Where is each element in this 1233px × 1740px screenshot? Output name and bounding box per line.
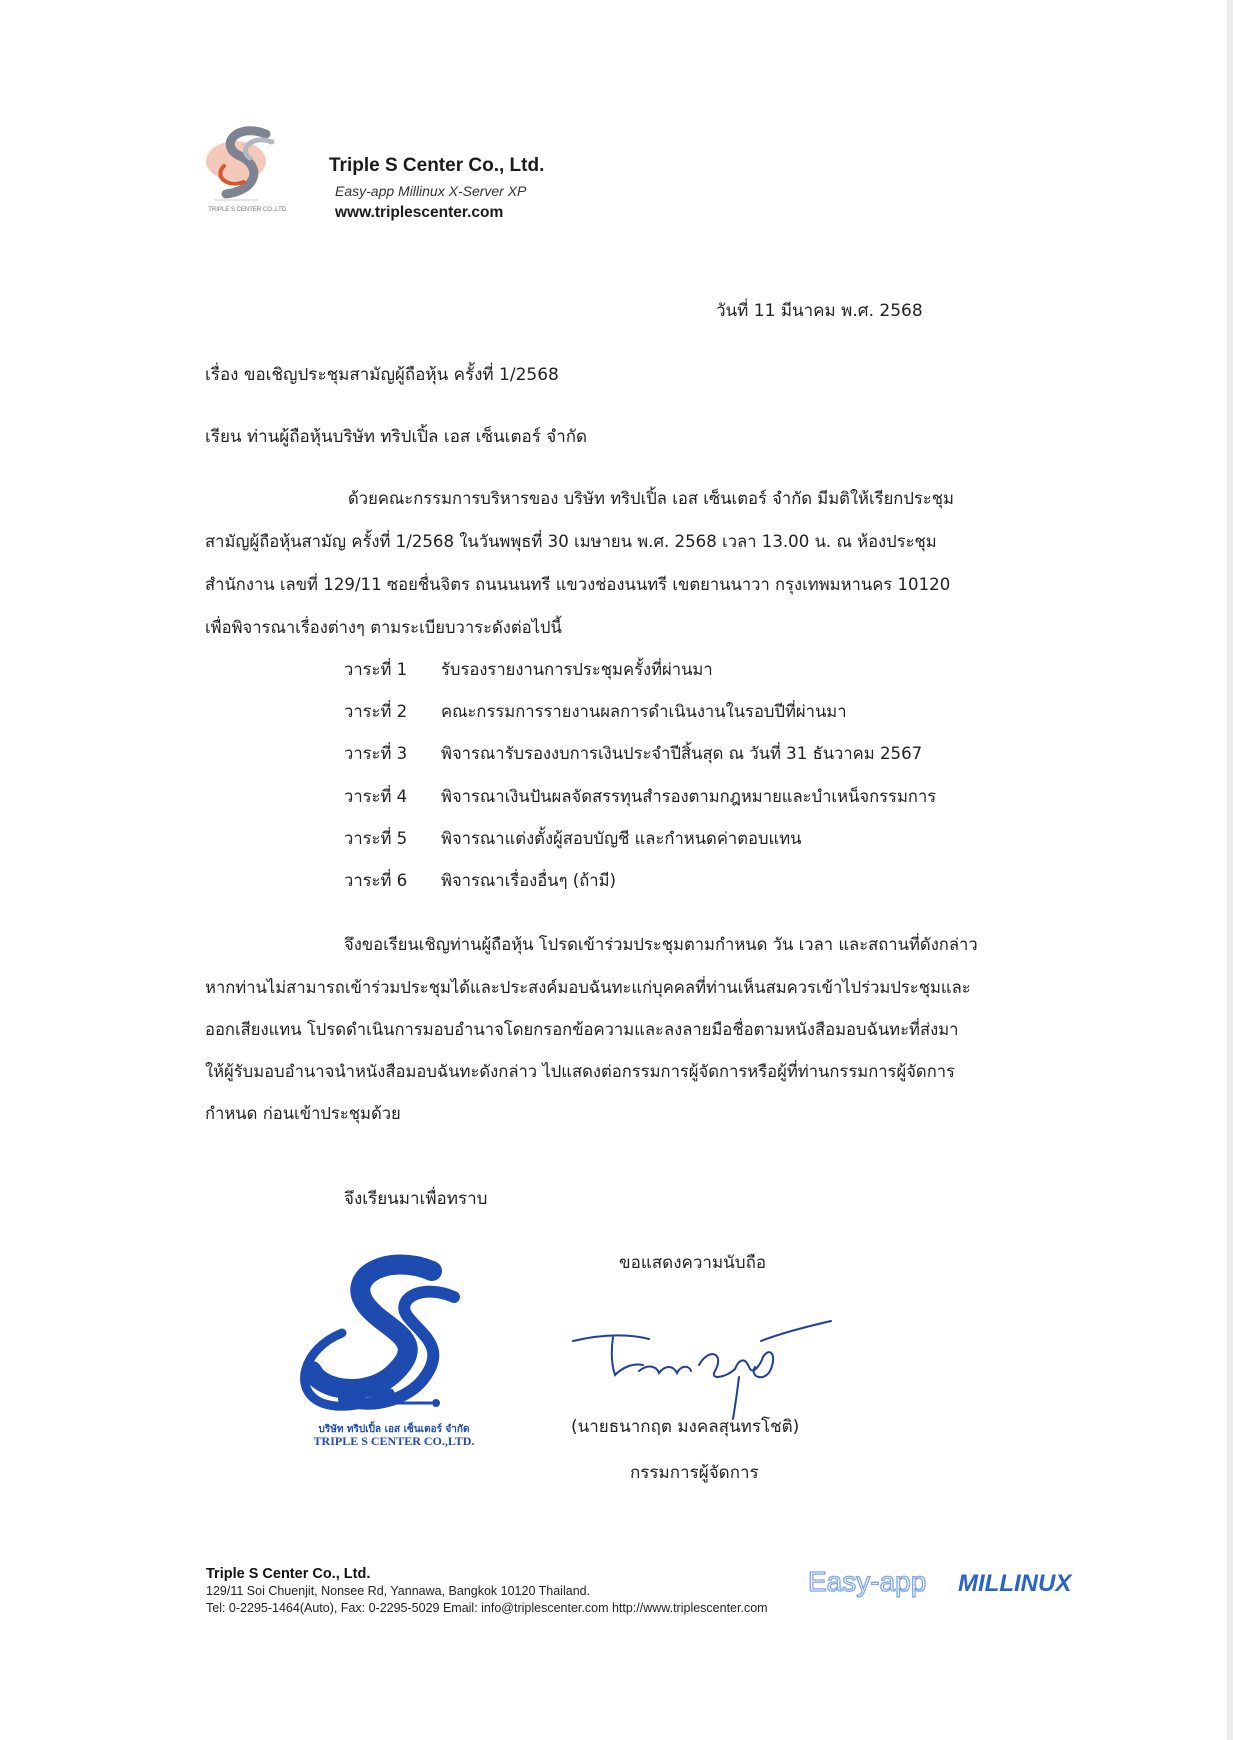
paragraph1-line: ด้วยคณะกรรมการบริหารของ บริษัท ทริปเปิ้ล เอส เซ็นเตอร์ จำกัด มีมติให้เรียกประชุม xyxy=(348,489,954,508)
footer-address: 129/11 Soi Chuenjit, Nonsee Rd, Yannawa, Bangkok 10120 Thailand. xyxy=(206,1584,591,1598)
footer-company: Triple S Center Co., Ltd. xyxy=(206,1566,371,1582)
paragraph2-line: ให้ผู้รับมอบอำนาจนำหนังสือมอบฉันทะดังกล่าว ไปแสดงต่อกรรมการผู้จัดการหรือผู้ที่ท่านกรรมการผู้จัดการ xyxy=(205,1062,955,1081)
letter-recipient: เรียน ท่านผู้ถือหุ้นบริษัท ทริปเปิ้ล เอส เซ็นเตอร์ จำกัด xyxy=(205,427,588,447)
letter-date: วันที่ 11 มีนาคม พ.ศ. 2568 xyxy=(716,301,923,321)
signer-position: กรรมการผู้จัดการ xyxy=(630,1463,759,1483)
letterhead-company: Triple S Center Co., Ltd. xyxy=(329,155,545,176)
agenda-number: วาระที่ 5 xyxy=(344,829,408,848)
signer-name: (นายธนากฤต มงคลสุนทรโชติ) xyxy=(571,1417,800,1437)
closing-inform: จึงเรียนมาเพื่อทราบ xyxy=(344,1189,488,1209)
agenda-number: วาระที่ 1 xyxy=(344,660,408,679)
brand-easyapp: Easy-app xyxy=(808,1566,927,1597)
logo-caption: TRIPLE S CENTER CO.,LTD. xyxy=(208,207,288,213)
paragraph1-line: สามัญผู้ถือหุ้นสามัญ ครั้งที่ 1/2568 ในวันพพุธที่ 30 เมษายน พ.ศ. 2568 เวลา 13.00 น. ณ ห้องประชุม xyxy=(205,532,937,551)
agenda-number: วาระที่ 6 xyxy=(344,871,408,890)
agenda-item: คณะกรรมการรายงานผลการดำเนินงานในรอบปีที่ผ่านมา xyxy=(441,702,847,721)
paragraph2-line: กำหนด ก่อนเข้าประชุมด้วย xyxy=(205,1104,401,1123)
paragraph1-line: เพื่อพิจารณาเรื่องต่างๆ ตามระเบียบวาระดังต่อไปนี้ xyxy=(205,618,562,637)
paragraph2-line: จึงขอเรียนเชิญท่านผู้ถือหุ้น โปรดเข้าร่วมประชุมตามกำหนด วัน เวลา และสถานที่ดังกล่าว xyxy=(344,935,978,954)
letterhead-website: www.triplescenter.com xyxy=(335,204,504,221)
paragraph2-line: หากท่านไม่สามารถเข้าร่วมประชุมได้และประสงค์มอบฉันทะแก่บุคคลที่ท่านเห็นสมควรเข้าไปร่วมประชุมและ xyxy=(205,978,971,997)
letter-subject: เรื่อง ขอเชิญประชุมสามัญผู้ถือหุ้น ครั้งที่ 1/2568 xyxy=(205,365,559,385)
company-logo-icon xyxy=(196,116,300,220)
agenda-item: รับรองรายงานการประชุมครั้งที่ผ่านมา xyxy=(441,660,713,679)
seal-thai-name: บริษัท ทริปเปิ้ล เอส เซ็นเตอร์ จำกัด xyxy=(318,1424,470,1435)
paragraph1-line: สำนักงาน เลขที่ 129/11 ซอยชื่นจิตร ถนนนนทรี แขวงช่องนนทรี เขตยานนาวา กรุงเทพมหานคร 10120 xyxy=(205,575,951,594)
agenda-item: พิจารณาแต่งตั้งผู้สอบบัญชี และกำหนดค่าตอบแทน xyxy=(441,829,802,848)
agenda-item: พิจารณาเรื่องอื่นๆ (ถ้ามี) xyxy=(441,871,617,890)
paragraph2-line: ออกเสียงแทน โปรดดำเนินการมอบอำนาจโดยกรอกข้อความและลงลายมือชื่อตามหนังสือมอบฉันทะที่ส่งมา xyxy=(205,1020,959,1039)
footer-contact: Tel: 0-2295-1464(Auto), Fax: 0-2295-5029 Email: info@triplescenter.com http://www.triplescenter.com xyxy=(206,1601,768,1615)
agenda-number: วาระที่ 4 xyxy=(344,787,408,806)
closing-regards: ขอแสดงความนับถือ xyxy=(619,1253,767,1273)
letterhead-tagline: Easy-app Millinux X-Server XP xyxy=(335,183,527,199)
seal-english-name: TRIPLE S CENTER CO.,LTD. xyxy=(313,1434,475,1448)
brand-millinux: MILLINUX xyxy=(958,1570,1072,1597)
agenda-item: พิจารณารับรองงบการเงินประจำปีสิ้นสุด ณ วันที่ 31 ธันวาคม 2567 xyxy=(441,744,923,763)
signature-icon xyxy=(569,1317,834,1421)
agenda-item: พิจารณาเงินปันผลจัดสรรทุนสำรองตามกฎหมายและบำเหน็จกรรมการ xyxy=(441,787,937,806)
company-seal-icon xyxy=(282,1253,482,1453)
agenda-number: วาระที่ 2 xyxy=(344,702,408,721)
brand-logo-icon xyxy=(806,1559,1096,1603)
page-edge xyxy=(1227,0,1233,1740)
agenda-number: วาระที่ 3 xyxy=(344,744,408,763)
